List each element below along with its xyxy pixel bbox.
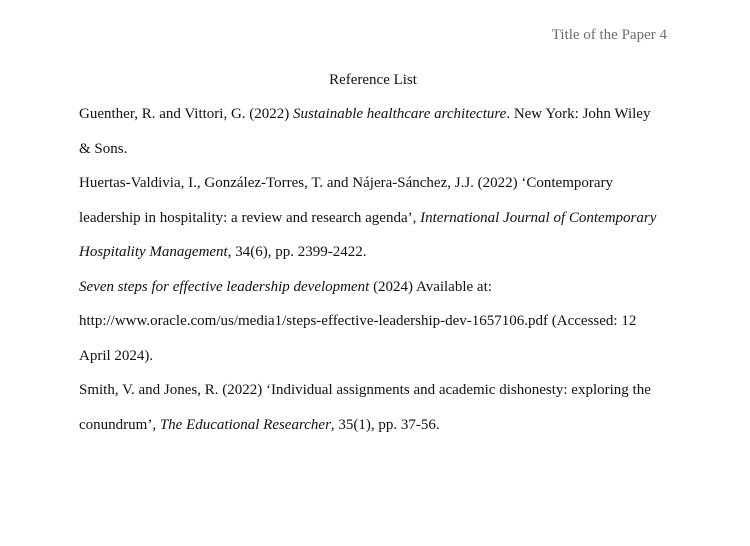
reference-list <box>79 97 679 442</box>
reference-line <box>79 97 679 132</box>
reference-line <box>79 373 679 408</box>
ref-text: & Sons. <box>79 140 128 157</box>
ref-book-title: Sustainable healthcare architecture <box>293 106 507 122</box>
ref-text: leadership in hospitality: a review and research agenda’, <box>79 209 421 226</box>
ref-web-title: Seven steps for effective leadership development <box>79 278 370 295</box>
ref-text: April 2024). <box>79 347 154 364</box>
ref-text: Guenther, R. and Vittori, G. (2022) <box>79 106 294 122</box>
ref-text: Smith, V. and Jones, R. (2022) ‘Individual assignments and academic dishonesty: exploring the <box>79 382 651 398</box>
reference-line <box>79 201 679 236</box>
ref-text: , 35(1), pp. 37-56. <box>330 416 440 433</box>
reference-line <box>79 235 679 270</box>
reference-entry-seven-steps <box>79 270 679 374</box>
reference-line <box>79 408 679 443</box>
running-head: Title of the Paper 4 <box>551 27 667 43</box>
ref-journal-title: International Journal of Contemporary <box>420 209 657 226</box>
ref-text: . New York: John Wiley <box>506 106 651 122</box>
reference-line <box>79 270 679 305</box>
reference-line <box>79 339 679 374</box>
ref-text: , 34(6), pp. 2399-2422. <box>227 244 367 260</box>
reference-entry-guenther <box>79 97 679 166</box>
ref-text: (2024) Available at: <box>369 278 492 295</box>
ref-journal-title: Hospitality Management <box>79 244 228 260</box>
reference-line <box>79 132 679 167</box>
reference-entry-smith <box>79 373 679 442</box>
ref-journal-title: The Educational Researcher <box>159 416 331 433</box>
reference-line <box>79 304 679 339</box>
reference-entry-huertas-valdivia <box>79 166 679 270</box>
reference-line <box>79 166 679 201</box>
ref-url-text: http://www.oracle.com/us/media1/steps-effective-leadership-dev-1657106.pdf (Accessed: 12 <box>79 313 637 329</box>
ref-text: conundrum’, <box>79 416 160 433</box>
reference-list-heading: Reference List <box>329 72 417 88</box>
ref-text: Huertas-Valdivia, I., González-Torres, T. and Nájera-Sánchez, J.J. (2022) ‘Contemporary <box>79 175 614 191</box>
